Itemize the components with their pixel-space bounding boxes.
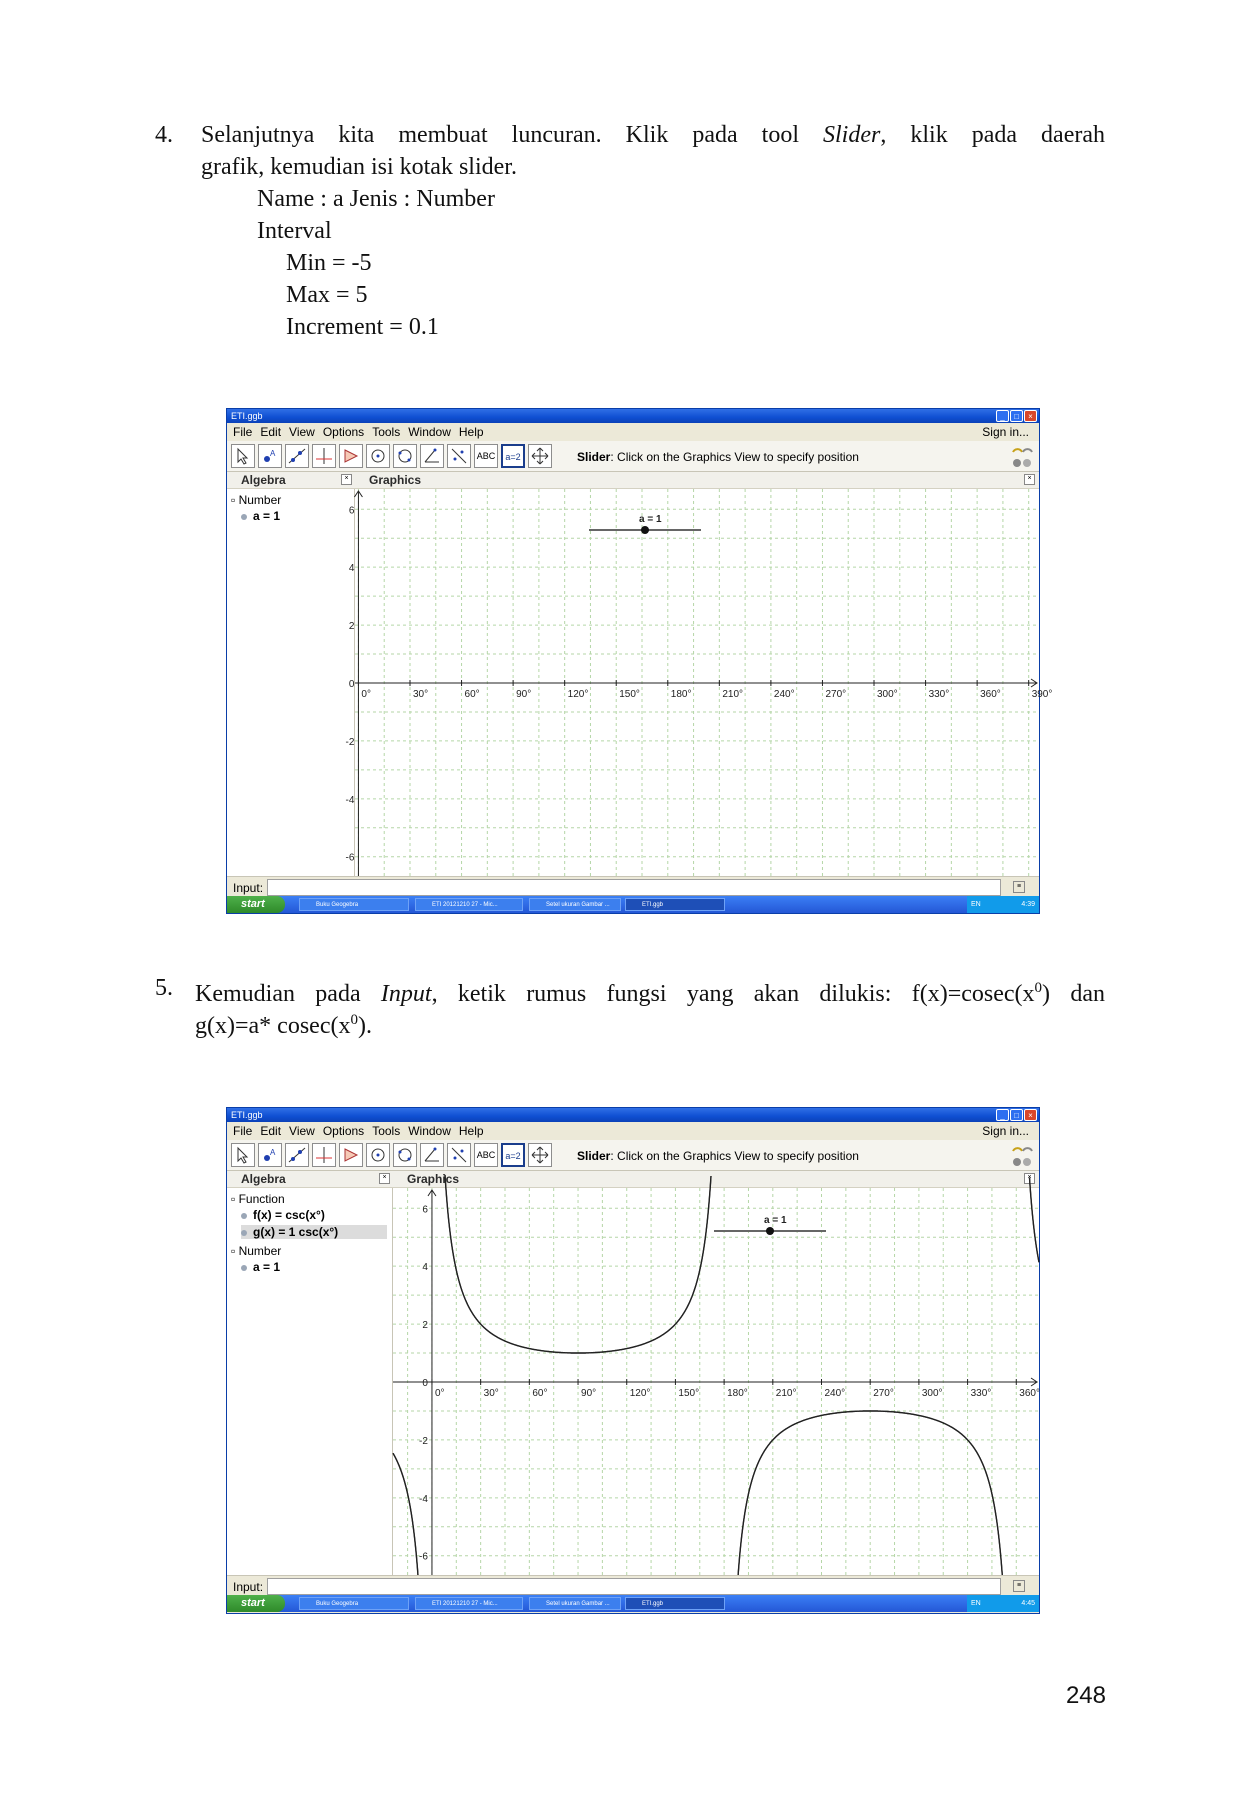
input-field[interactable] <box>267 1578 1001 1595</box>
spec-max: Max = 5 <box>286 282 368 308</box>
slider-label: a = 1 <box>764 1215 787 1226</box>
y-tick-label: -4 <box>419 1493 428 1505</box>
menu-options[interactable]: Options <box>322 1124 365 1138</box>
sign-in-link[interactable]: Sign in... <box>982 1124 1029 1138</box>
algebra-item-a[interactable]: a = 1 <box>241 509 280 523</box>
x-tick-label: 330° <box>970 1388 992 1399</box>
move-graphics-tool-icon[interactable] <box>528 1143 552 1167</box>
x-tick-label: 150° <box>619 689 640 700</box>
tool-hint-title: Slider <box>577 1149 611 1163</box>
curve-g <box>393 1175 1039 1586</box>
perpendicular-tool-icon[interactable] <box>312 444 336 468</box>
x-tick-label: 210° <box>775 1388 797 1399</box>
x-tick-label: 30° <box>412 689 429 700</box>
step5-line1-b: , ketik rumus fungsi yang akan dilukis: f(x)=cosec(x <box>431 981 1035 1007</box>
slider-tool-icon[interactable]: a=2 <box>501 1143 525 1167</box>
step5-line1-c: ) dan <box>1042 981 1105 1007</box>
system-tray <box>967 1595 1039 1612</box>
y-tick-label: -2 <box>345 736 355 748</box>
menu-bar <box>227 423 1039 441</box>
step5-input-word: Input <box>380 981 432 1007</box>
maximize-icon[interactable]: □ <box>1010 410 1023 422</box>
x-tick-label: 90° <box>581 1388 597 1399</box>
visibility-dot-icon[interactable] <box>241 514 247 520</box>
minimize-icon[interactable]: _ <box>996 410 1009 422</box>
graphics-close-icon[interactable]: × <box>1024 474 1035 485</box>
menu-file[interactable]: File <box>233 1124 253 1138</box>
x-tick-label: 270° <box>825 689 847 700</box>
circle-tool-icon[interactable] <box>366 1143 390 1167</box>
taskbar-item[interactable]: ETI.ggb <box>625 898 725 911</box>
graph-canvas <box>345 489 1053 877</box>
menu-options[interactable]: Options <box>322 425 365 439</box>
algebra-view[interactable] <box>227 1188 393 1576</box>
y-tick-label: 4 <box>348 563 355 575</box>
x-tick-label: 210° <box>722 689 744 700</box>
pane-headers <box>227 1171 1039 1188</box>
algebra-view[interactable] <box>227 489 355 877</box>
perpendicular-tool-icon[interactable] <box>312 1143 336 1167</box>
title-bar <box>227 1108 1039 1122</box>
step4-line1-text: Selanjutnya kita membuat luncuran. Klik pada tool <box>201 122 824 148</box>
step5-number: 5. <box>155 975 173 1001</box>
graphics-header[interactable]: Graphics <box>369 473 422 487</box>
y-tick-label: -6 <box>345 852 355 864</box>
menu-window[interactable]: Window <box>408 1124 451 1138</box>
step4-number: 4. <box>155 122 173 148</box>
input-label: Input: <box>233 1580 264 1594</box>
input-label: Input: <box>233 881 264 895</box>
menu-window[interactable]: Window <box>408 425 451 439</box>
algebra-group-function[interactable]: ▫ Function <box>231 1192 285 1206</box>
taskbar-item[interactable]: ETI.ggb <box>625 1597 725 1610</box>
x-tick-label: 180° <box>727 1388 748 1399</box>
y-tick-label: 6 <box>422 1204 428 1216</box>
step5-degree-sup-2: 0 <box>350 1012 358 1028</box>
step5-line2-b: ). <box>357 1013 372 1039</box>
step4-slider-word: Slider <box>823 122 881 148</box>
angle-tool-icon[interactable] <box>420 444 444 468</box>
tool-hint-text: : Click on the Graphics View to specify position <box>610 1149 859 1163</box>
step5-line2-a: g(x)=a* cosec(x <box>195 1013 351 1039</box>
spec-increment: Increment = 0.1 <box>286 314 439 340</box>
circle-three-points-tool-icon[interactable] <box>393 1143 417 1167</box>
menu-view[interactable]: View <box>289 1124 315 1138</box>
input-bar <box>227 876 1039 897</box>
title-bar <box>227 409 1039 423</box>
algebra-item-a[interactable]: a = 1 <box>241 1260 280 1274</box>
algebra-close-icon[interactable]: × <box>341 474 352 485</box>
svg-text:A: A <box>270 1148 276 1157</box>
slider-label: a = 1 <box>639 514 662 525</box>
y-tick-label: -4 <box>345 794 355 806</box>
line-tool-icon[interactable] <box>285 444 309 468</box>
taskbar-item[interactable]: Setel ukuran Gambar ... <box>529 898 621 911</box>
input-help-icon[interactable]: ≡ <box>1013 1580 1025 1592</box>
toolbar <box>227 1140 1039 1171</box>
minimize-icon[interactable]: _ <box>996 1109 1009 1121</box>
window-title: ETI.ggb <box>231 411 263 421</box>
move-tool-icon[interactable] <box>231 1143 255 1167</box>
menu-help[interactable]: Help <box>458 425 484 439</box>
toolbar <box>227 441 1039 472</box>
x-tick-label: 300° <box>921 1388 943 1399</box>
reflect-tool-icon[interactable] <box>447 1143 471 1167</box>
visibility-dot-icon[interactable] <box>241 1213 247 1219</box>
move-graphics-tool-icon[interactable] <box>528 444 552 468</box>
language-indicator[interactable]: EN <box>971 1600 981 1607</box>
undo-redo-icon[interactable] <box>1009 1142 1035 1168</box>
x-tick-label: 90° <box>516 689 532 700</box>
point-tool-icon[interactable] <box>258 444 282 468</box>
step5-line2 <box>195 1004 372 1042</box>
point-tool-icon[interactable] <box>258 1143 282 1167</box>
x-tick-label: 330° <box>928 689 950 700</box>
graphics-close-icon[interactable]: × <box>1024 1173 1035 1184</box>
x-tick-label: 60° <box>532 1388 548 1399</box>
close-icon[interactable]: × <box>1024 410 1037 422</box>
visibility-dot-icon[interactable] <box>241 1230 247 1236</box>
taskbar-item[interactable]: ETI 20121210 27 - Mic... <box>415 898 523 911</box>
spec-name: Name : a Jenis : Number <box>257 186 495 212</box>
geogebra-window-2 <box>226 1107 1040 1614</box>
algebra-group-number[interactable]: ▫ Number <box>231 493 282 507</box>
slider-knob[interactable] <box>641 526 649 534</box>
tool-hint-title: Slider <box>577 450 611 464</box>
algebra-item-g[interactable]: g(x) = 1 csc(x°) <box>241 1225 387 1239</box>
reflect-tool-icon[interactable] <box>447 444 471 468</box>
taskbar-item[interactable]: ETI 20121210 27 - Mic... <box>415 1597 523 1610</box>
graphics-view[interactable] <box>345 489 1053 877</box>
graphics-header[interactable]: Graphics <box>407 1172 460 1186</box>
input-help-icon[interactable]: ≡ <box>1013 881 1025 893</box>
step4-line1 <box>201 119 1105 151</box>
x-tick-label: 240° <box>824 1388 846 1399</box>
y-tick-label: 4 <box>422 1262 428 1274</box>
algebra-header[interactable]: Algebra <box>241 1172 286 1186</box>
step4-line2: grafik, kemudian isi kotak slider. <box>201 154 517 180</box>
curve-f <box>393 1175 1039 1586</box>
taskbar-item[interactable]: Buku Geogebra <box>299 898 409 911</box>
input-field[interactable] <box>267 879 1001 896</box>
circle-tool-icon[interactable] <box>366 444 390 468</box>
x-tick-label: 360° <box>980 689 1001 700</box>
visibility-dot-icon[interactable] <box>241 1265 247 1271</box>
spec-interval: Interval <box>257 218 332 244</box>
move-tool-icon[interactable] <box>231 444 255 468</box>
y-tick-label: 6 <box>348 505 355 517</box>
menu-edit[interactable]: Edit <box>260 425 282 439</box>
svg-text:A: A <box>270 449 276 458</box>
clock: 4:45 <box>1021 1600 1035 1607</box>
angle-tool-icon[interactable] <box>420 1143 444 1167</box>
x-tick-label: 270° <box>873 1388 894 1399</box>
text-tool-icon[interactable]: ABC <box>474 444 498 468</box>
y-tick-label: 2 <box>348 621 355 633</box>
maximize-icon[interactable]: □ <box>1010 1109 1023 1121</box>
taskbar <box>227 896 1039 913</box>
step4-line1-end: , klik pada daerah <box>880 122 1105 148</box>
close-icon[interactable]: × <box>1024 1109 1037 1121</box>
tool-hint <box>577 1149 859 1163</box>
menu-file[interactable]: File <box>233 425 253 439</box>
y-tick-label: 2 <box>422 1320 428 1332</box>
x-tick-label: 180° <box>670 689 692 700</box>
window-title: ETI.ggb <box>231 1110 263 1120</box>
page-number: 248 <box>1065 1682 1106 1709</box>
step5-degree-sup-1: 0 <box>1034 980 1043 996</box>
polygon-tool-icon[interactable] <box>339 1143 363 1167</box>
menu-edit[interactable]: Edit <box>260 1124 282 1138</box>
x-tick-label: 360° <box>1019 1388 1040 1399</box>
algebra-header[interactable]: Algebra <box>241 473 286 487</box>
start-button[interactable]: start <box>227 1595 285 1612</box>
menu-view[interactable]: View <box>289 425 315 439</box>
menu-help[interactable]: Help <box>458 1124 484 1138</box>
menu-tools[interactable]: Tools <box>372 1124 401 1138</box>
x-tick-label: 150° <box>678 1388 700 1399</box>
x-tick-label: 30° <box>483 1388 499 1399</box>
menu-tools[interactable]: Tools <box>372 425 401 439</box>
x-tick-label: 240° <box>773 689 795 700</box>
taskbar-item[interactable]: Buku Geogebra <box>299 1597 409 1610</box>
start-button[interactable]: start <box>227 896 285 913</box>
x-tick-label: 120° <box>629 1388 651 1399</box>
slider-knob[interactable] <box>766 1227 774 1235</box>
clock: 4:39 <box>1021 901 1035 908</box>
geogebra-window-1 <box>226 408 1053 914</box>
algebra-group-number[interactable]: ▫ Number <box>231 1244 282 1258</box>
x-tick-label: 60° <box>464 689 480 700</box>
taskbar <box>227 1595 1039 1612</box>
language-indicator[interactable]: EN <box>971 901 981 908</box>
polygon-tool-icon[interactable] <box>339 444 363 468</box>
tool-hint <box>577 450 859 464</box>
pane-headers <box>227 472 1039 489</box>
x-tick-label: 120° <box>567 689 589 700</box>
graphics-view[interactable] <box>393 1188 1039 1576</box>
x-tick-label: 390° <box>1031 689 1053 700</box>
x-tick-label: 0° <box>361 689 371 700</box>
sign-in-link[interactable]: Sign in... <box>982 425 1029 439</box>
menu-bar <box>227 1122 1039 1140</box>
text-tool-icon[interactable]: ABC <box>474 1143 498 1167</box>
step5-line1-a: Kemudian pada <box>195 981 381 1007</box>
tool-hint-text: : Click on the Graphics View to specify position <box>610 450 859 464</box>
undo-redo-icon[interactable] <box>1009 443 1035 469</box>
system-tray <box>967 896 1039 913</box>
input-bar <box>227 1575 1039 1596</box>
y-tick-label: -6 <box>419 1551 428 1563</box>
spec-min: Min = -5 <box>286 250 372 276</box>
y-tick-label: 0 <box>348 679 355 690</box>
x-tick-label: 0° <box>434 1388 445 1399</box>
graph-canvas <box>393 1188 1039 1576</box>
algebra-item-f[interactable]: f(x) = csc(x°) <box>241 1208 325 1222</box>
x-tick-label: 300° <box>877 689 898 700</box>
y-tick-label: -2 <box>419 1435 428 1447</box>
taskbar-item[interactable]: Setel ukuran Gambar ... <box>529 1597 621 1610</box>
slider-tool-icon[interactable]: a=2 <box>501 444 525 468</box>
line-tool-icon[interactable] <box>285 1143 309 1167</box>
circle-three-points-tool-icon[interactable] <box>393 444 417 468</box>
y-tick-label: 0 <box>422 1378 428 1389</box>
algebra-close-icon[interactable]: × <box>379 1173 390 1184</box>
